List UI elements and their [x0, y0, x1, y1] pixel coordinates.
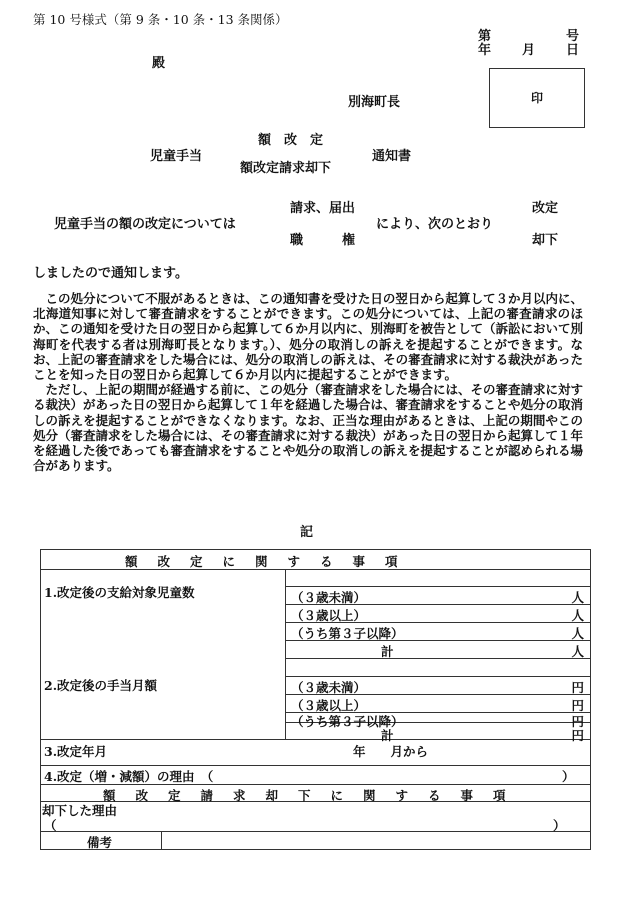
rejection-reason-close: ）: [553, 818, 566, 833]
children-under3-unit: 人: [571, 590, 584, 605]
date-day: 日: [566, 43, 580, 58]
seal-label: 印: [530, 91, 543, 105]
revision-reason-label: 4.改定（増・減額）の理由 （: [44, 769, 214, 784]
children-third-unit: 人: [571, 626, 584, 641]
revision-reason-close: ）: [562, 769, 575, 784]
title-option-revision: 額 改 定: [258, 133, 324, 148]
appeal-notice-paragraph-1: この処分について不服があるときは、この通知書を受けた日の翌日から起算して３か月以内に、北海道知事に対して審査請求をすることができます。この処分については、上記の審査請求のほか、この通知を受けた日の翌日から起算して６か月以内に、別海町を被告として（訴訟において別海町を代表する者は別海町長となります。）、処分の取消しの訴えを提起することができます。なお、上記の審査請求をした場合には、処分の取消しの訴えは、その審査請求に対する裁決があったことを知った日の翌日から起算して６か月以内に提起することができます。: [33, 291, 584, 383]
rejection-matters-header: 額 改 定 請 求 却 下 に 関 す る 事 項: [103, 788, 510, 803]
appeal-notice-paragraph-2: ただし、上記の期間が経過する前に、この処分（審査請求をした場合には、その審査請求に対する裁決）があった日の翌日から起算して１年を経過した場合は、審査請求をすることや処分の取消しの訴えを提起することができなくなります。なお、正当な理由があるときは、上記の期間やこの処分（審査請求をした場合には、その審査請求に対する裁決）があった日の翌日から起算して１年を経過した後であっても審査請求をすることや処分の取消しの訴えを提起することが認められる場合があります。: [33, 382, 584, 474]
children-third-label: （うち第３子以降）: [291, 626, 404, 641]
title-left: 児童手当: [150, 149, 203, 164]
amount-total-label: 計: [381, 728, 394, 743]
date-year: 年: [478, 43, 492, 58]
children-total-unit: 人: [571, 644, 584, 659]
appeal-notice: [33, 291, 583, 473]
amount-over3-label: （３歳以上）: [291, 698, 367, 713]
doc-no-go: 号: [566, 29, 580, 44]
doc-no-dai: 第: [478, 29, 492, 44]
amount-over3-unit: 円: [571, 698, 584, 713]
statement-closing: しましたので通知します。: [33, 266, 188, 281]
amount-total-unit: 円: [571, 728, 584, 743]
matters-table: [40, 549, 591, 850]
statement-result-revised: 改定: [532, 201, 559, 216]
date-month: 月: [522, 43, 536, 58]
amount-third-unit: 円: [571, 714, 584, 729]
statement-middle: により、次のとおり: [376, 217, 494, 232]
statement-lead: 児童手当の額の改定については: [54, 217, 236, 232]
children-total-label: 計: [381, 644, 394, 659]
amount-under3-label: （３歳未満）: [291, 680, 367, 695]
monthly-allowance-label: 2.改定後の手当月額: [44, 678, 158, 693]
rejection-reason-open: （: [44, 818, 57, 833]
addressee-suffix: 殿: [152, 56, 166, 71]
ki-heading: 記: [300, 525, 314, 540]
issuer-name: 別海町長: [348, 95, 401, 110]
statement-result-rejected: 却下: [532, 233, 559, 248]
revision-date-label: 3.改定年月: [44, 744, 108, 759]
revision-date-value: 年 月から: [353, 744, 429, 759]
rejection-reason-label: 却下した理由: [42, 803, 118, 818]
children-under3-label: （３歳未満）: [291, 590, 367, 605]
remarks-label: 備考: [87, 835, 113, 850]
children-over3-unit: 人: [571, 608, 584, 623]
statement-option-request: 請求、届出: [290, 201, 356, 216]
seal-box: [489, 68, 585, 128]
statement-option-ex-officio: 職 権: [290, 233, 356, 248]
revision-matters-header: 額 改 定 に 関 す る 事 項: [125, 554, 402, 569]
children-over3-label: （３歳以上）: [291, 608, 367, 623]
title-right: 通知書: [372, 149, 412, 164]
amount-under3-unit: 円: [571, 680, 584, 695]
amount-third-label: （うち第３子以降）: [291, 714, 404, 729]
form-number: 第 10 号様式（第 9 条・10 条・13 条関係）: [33, 12, 288, 27]
children-count-label: 1.改定後の支給対象児童数: [44, 585, 195, 600]
title-option-rejection: 額改定請求却下: [240, 161, 332, 176]
